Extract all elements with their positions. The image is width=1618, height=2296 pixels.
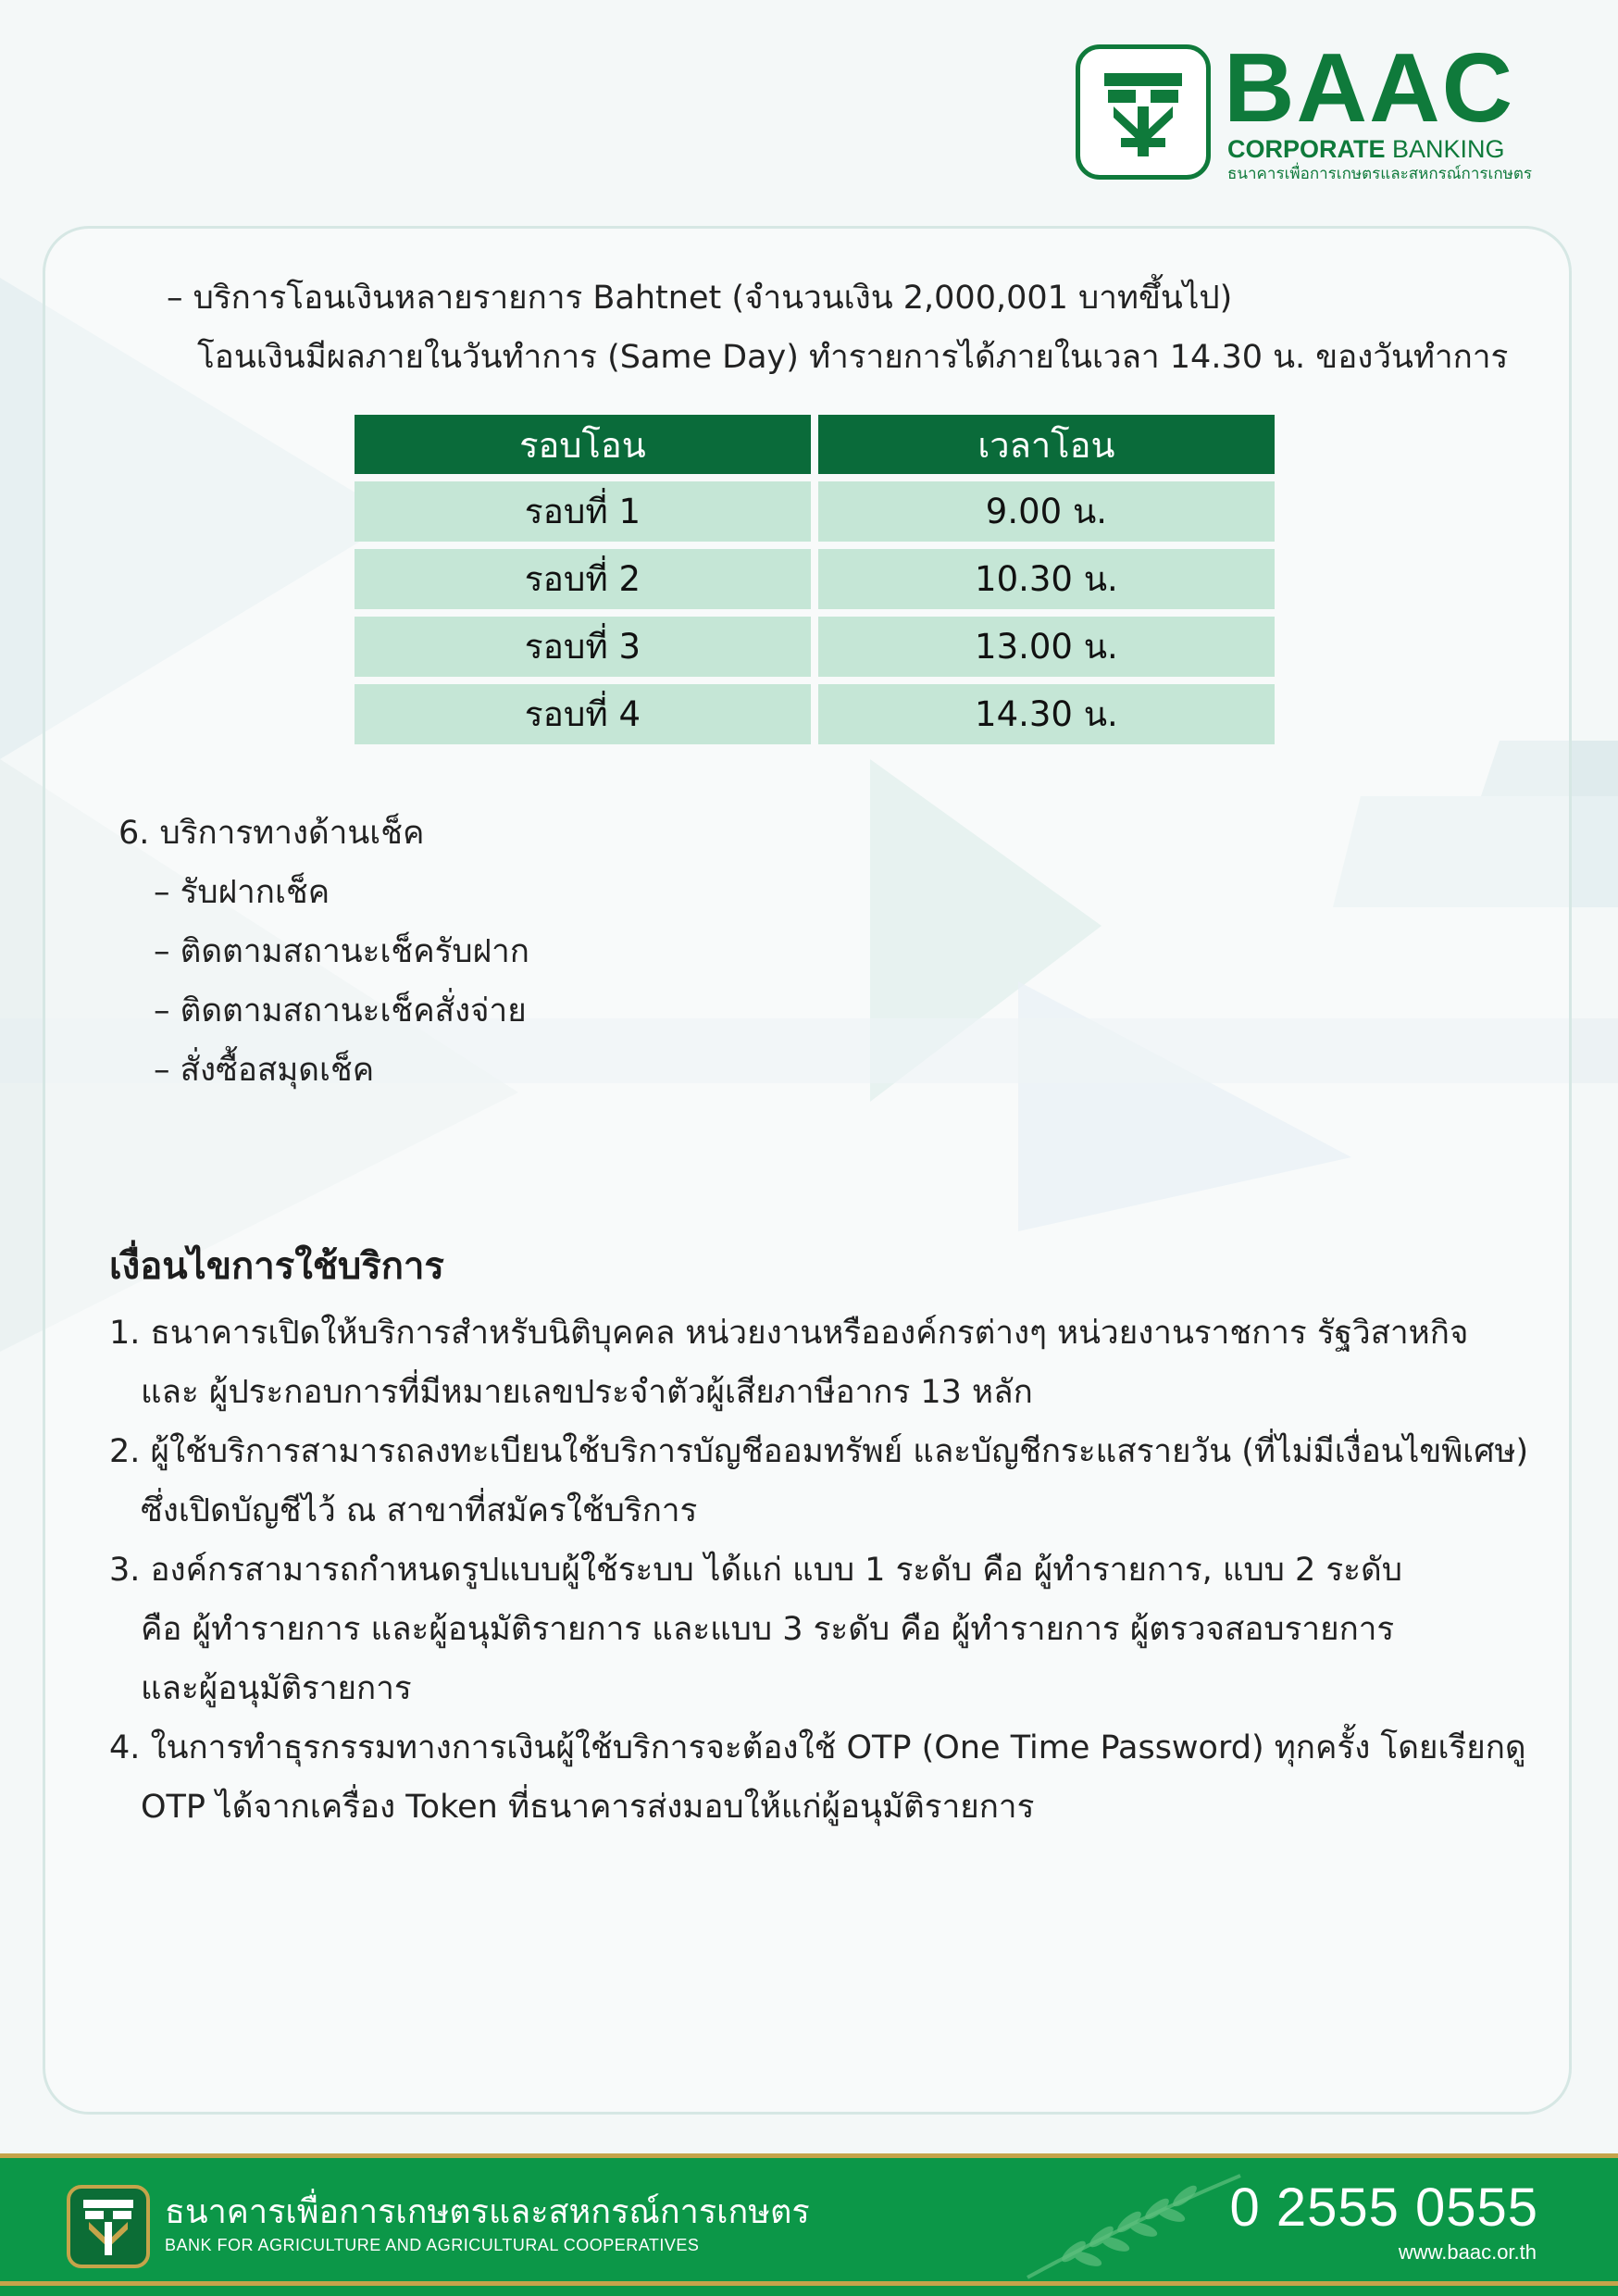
table-cell-round: รอบที่ 2 <box>355 549 811 609</box>
condition-line: ซึ่งเปิดบัญชีไว้ ณ สาขาที่สมัครใช้บริการ <box>141 1492 698 1529</box>
table-header-time: เวลาโอน <box>818 415 1275 474</box>
table-cell-time: 14.30 น. <box>818 684 1275 744</box>
bahtnet-line-1: – บริการโอนเงินหลายรายการ Bahtnet (จำนวนเงิน 2,000,001 บาทขึ้นไป) <box>167 280 1233 317</box>
table-cell-round: รอบที่ 4 <box>355 684 811 744</box>
footer-website-link[interactable]: www.baac.or.th <box>1398 2240 1537 2264</box>
wheat-icon <box>1018 2166 1250 2287</box>
brand-thai-name: ธนาคารเพื่อการเกษตรและสหกรณ์การเกษตร <box>1227 165 1533 183</box>
condition-line: 3. องค์กรสามารถกำหนดรูปแบบผู้ใช้ระบบ ได้แก่ แบบ 1 ระดับ คือ ผู้ทำรายการ, แบบ 2 ระดับ <box>109 1552 1402 1589</box>
condition-line: 4. ในการทำธุรกรรมทางการเงินผู้ใช้บริการจะต้องใช้ OTP (One Time Password) ทุกครั้ง โดยเรียกดู <box>109 1729 1526 1766</box>
baac-logo <box>1076 33 1548 185</box>
brand-name: BAAC <box>1224 33 1515 143</box>
bahtnet-line-2: โอนเงินมีผลภายในวันทำการ (Same Day) ทำรายการได้ภายในเวลา 14.30 น. ของวันทำการ <box>197 339 1509 376</box>
cheque-service-title: 6. บริการทางด้านเช็ค <box>118 815 425 852</box>
table-cell-time: 9.00 น. <box>818 481 1275 542</box>
conditions-heading: เงื่อนไขการใช้บริการ <box>109 1245 444 1288</box>
table-cell-round: รอบที่ 1 <box>355 481 811 542</box>
footer-bank-english-name: BANK FOR AGRICULTURE AND AGRICULTURAL COOPERATIVES <box>165 2236 700 2254</box>
footer-phone-number: 0 2555 0555 <box>1229 2177 1538 2238</box>
condition-line: และ ผู้ประกอบการที่มีหมายเลขประจำตัวผู้เสียภาษีอากร 13 หลัก <box>141 1374 1033 1411</box>
table-cell-time: 13.00 น. <box>818 617 1275 677</box>
footer-emblem-icon <box>67 2185 150 2268</box>
footer-gold-line <box>0 2153 1618 2158</box>
footer-bar <box>0 2153 1618 2296</box>
table-row <box>355 617 1275 677</box>
cheque-item: – ติดตามสถานะเช็คสั่งจ่าย <box>154 992 527 1029</box>
table-header-round: รอบโอน <box>355 415 811 474</box>
condition-line: และผู้อนุมัติรายการ <box>141 1670 412 1707</box>
table-cell-round: รอบที่ 3 <box>355 617 811 677</box>
cheque-item: – รับฝากเช็ค <box>154 874 330 911</box>
brand-subtitle: CORPORATE BANKING <box>1227 135 1505 163</box>
table-header-row <box>355 415 1275 474</box>
condition-line: 1. ธนาคารเปิดให้บริการสำหรับนิติบุคคล หน่วยงานหรือองค์กรต่างๆ หน่วยงานราชการ รัฐวิสาหกิจ <box>109 1315 1469 1352</box>
table-row <box>355 549 1275 609</box>
condition-line: 2. ผู้ใช้บริการสามารถลงทะเบียนใช้บริการบัญชีออมทรัพย์ และบัญชีกระแสรายวัน (ที่ไม่มีเงื่อนไขพิเศษ) <box>109 1433 1529 1470</box>
footer-bank-thai-name: ธนาคารเพื่อการเกษตรและสหกรณ์การเกษตร <box>165 2193 810 2231</box>
condition-line: OTP ได้จากเครื่อง Token ที่ธนาคารส่งมอบให้แก่ผู้อนุมัติรายการ <box>141 1789 1035 1826</box>
condition-line: คือ ผู้ทำรายการ และผู้อนุมัติรายการ และแบบ 3 ระดับ คือ ผู้ทำรายการ ผู้ตรวจสอบรายการ <box>141 1611 1395 1648</box>
table-row <box>355 481 1275 542</box>
cheque-item: – สั่งซื้อสมุดเช็ค <box>154 1052 375 1089</box>
table-cell-time: 10.30 น. <box>818 549 1275 609</box>
baac-emblem-icon <box>1076 44 1211 180</box>
cheque-item: – ติดตามสถานะเช็ครับฝาก <box>154 933 529 970</box>
transfer-schedule-table <box>347 407 1282 752</box>
table-row <box>355 684 1275 744</box>
footer-gold-line <box>0 2281 1618 2286</box>
